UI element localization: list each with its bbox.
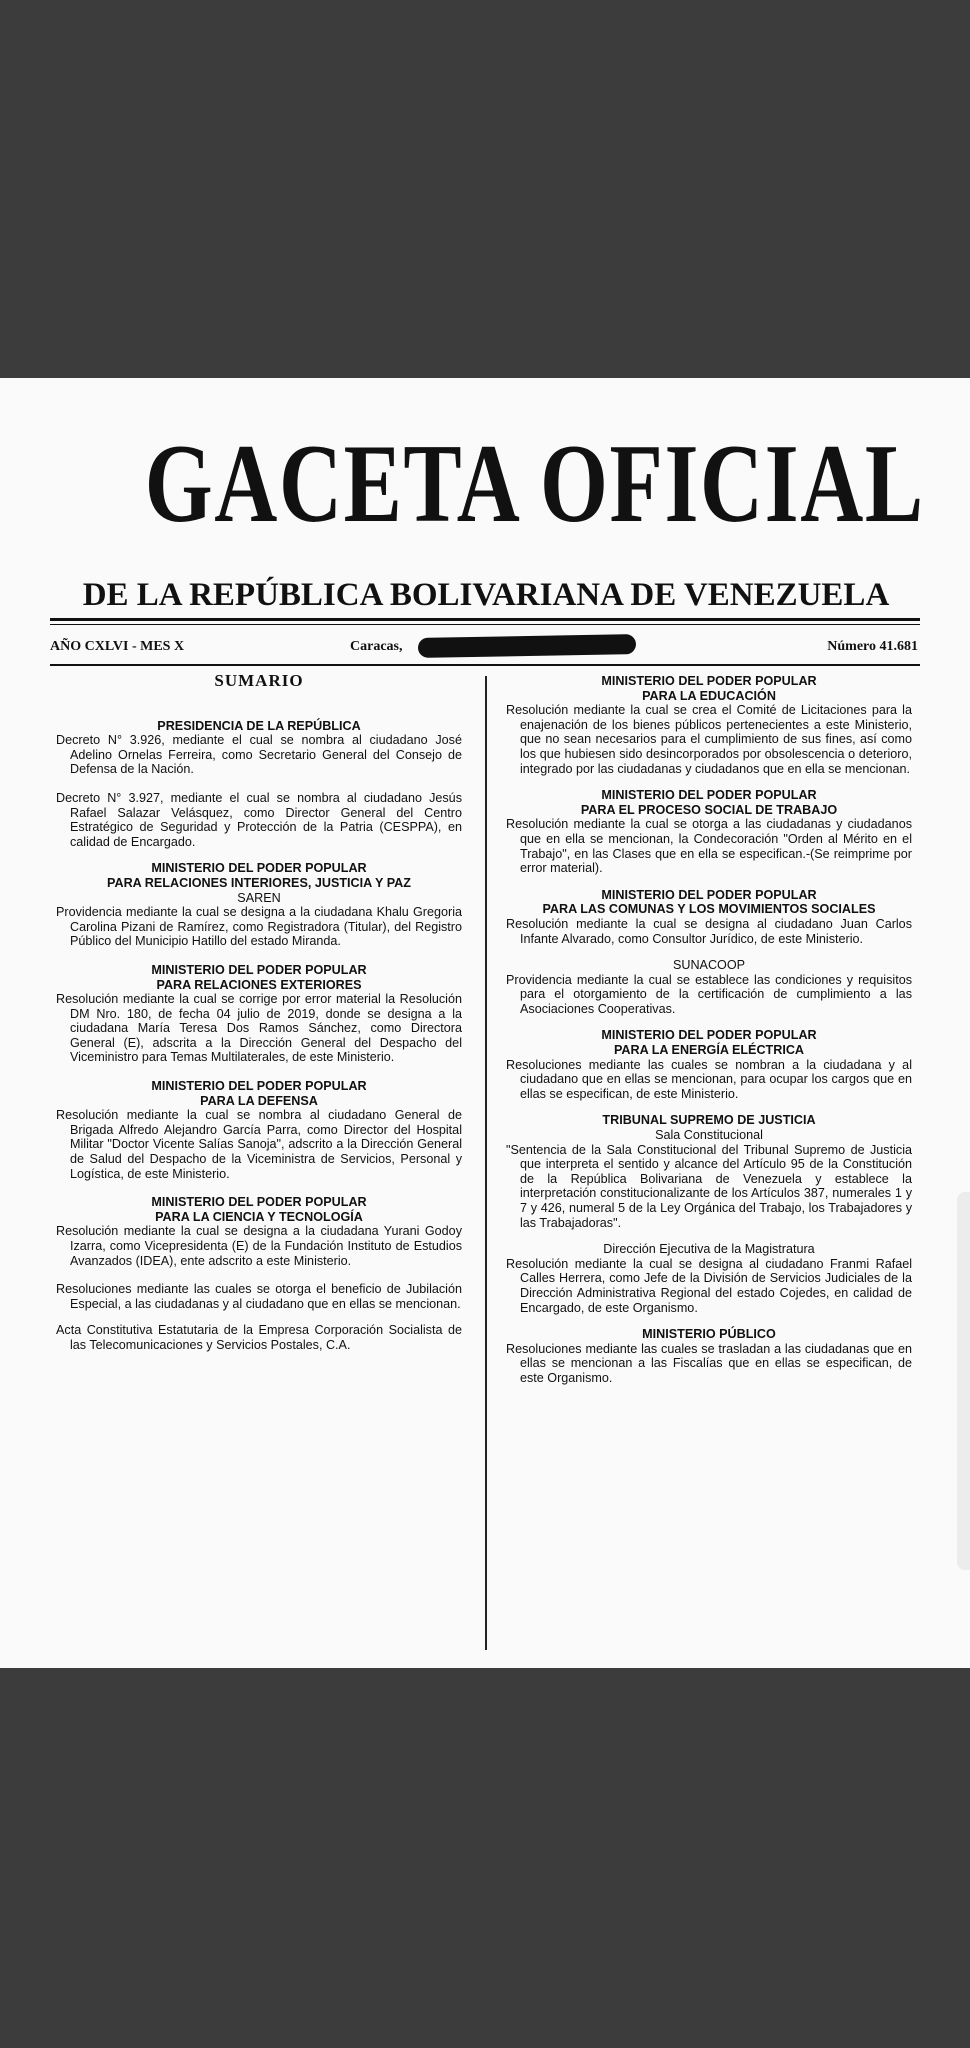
header-rule-thin [50,624,920,625]
issue-number: Número 41.681 [827,639,918,654]
section-presidencia [56,719,462,777]
sumario-heading: SUMARIO [214,671,304,690]
section-subheading: SAREN [237,890,281,905]
section-heading: MINISTERIO DEL PODER POPULAR [151,861,367,876]
issue-year-month: AÑO CXLVI - MES X [50,639,185,654]
summary-entry: Resolución mediante la cual se otorga a las ciudadanas y ciudadanos que en ella se mencionan, la Condecoración "Orden al Mérito en el Trabajo", en las Clases que en ella se especifican.-(Se reimprime por error material). [506,817,912,876]
summary-entry: Resolución mediante la cual se designa al ciudadano Franmi Rafael Calles Herrera, como Jefe de la División de Servicios Judiciales de la Dirección Administrativa Regional del estado Cojedes, en calidad de Encargado, de este Organismo. [506,1256,912,1315]
section-energia [506,1028,912,1101]
section-heading: PARA LA CIENCIA Y TECNOLOGÍA [155,1209,363,1224]
section-heading: MINISTERIO DEL PODER POPULAR [601,1028,817,1043]
column-divider [485,676,487,1650]
section-heading: MINISTERIO DEL PODER POPULAR [601,788,817,803]
gazette-page [0,378,970,1668]
section-subheading: Sala Constitucional [655,1128,763,1143]
section-comunas [506,888,912,946]
section-trabajo [506,788,912,876]
summary-entry: Providencia mediante la cual se establece las condiciones y requisitos para el otorgamiento de la certificación de cumplimiento a las Asociaciones Cooperativas. [506,972,912,1016]
section-heading: MINISTERIO PÚBLICO [642,1327,776,1342]
issue-place: Caracas, [350,639,403,654]
section-heading: PARA LA DEFENSA [200,1093,318,1108]
summary-entry: Resolución mediante la cual se nombra al ciudadano General de Brigada Alfredo Alejandro García Parra, como Director del Hospital Militar "Doctor Vicente Salías Sanoja", adscrito a la Dirección General de Salud del Despacho de la Viceministra de Servicios, Personal y Logística, de este Ministerio. [56,1108,462,1181]
top-dark-margin [0,0,970,378]
masthead-title: GACETA OFICIAL [144,422,925,546]
section-educacion [506,674,912,776]
section-heading: PARA EL PROCESO SOCIAL DE TRABAJO [580,802,838,817]
section-interiores [56,861,462,949]
bottom-dark-margin [0,1668,970,2048]
section-heading: PARA LA ENERGÍA ELÉCTRICA [613,1043,805,1058]
section-heading: PARA RELACIONES EXTERIORES [156,977,362,992]
summary-right-column [506,674,912,1398]
section-heading: PARA RELACIONES INTERIORES, JUSTICIA Y PAZ [107,875,411,890]
section-ciencia [56,1195,462,1268]
section-heading: TRIBUNAL SUPREMO DE JUSTICIA [602,1113,816,1128]
summary-entry: Acta Constitutiva Estatutaria de la Empresa Corporación Socialista de las Telecomunicaciones y Servicios Postales, C.A. [56,1323,462,1352]
summary-entry: Resolución mediante la cual se corrige por error material la Resolución DM Nro. 180, de fecha 04 julio de 2019, donde se designa a la ciudadana María Teresa Dos Ramos Sánchez, como Directora General (E), adscrita a la Dirección General del Despacho del Viceministro para Temas Multilaterales, de este Ministerio. [56,992,462,1065]
section-tsj [506,1113,912,1230]
section-heading: MINISTERIO DEL PODER POPULAR [151,962,367,977]
section-exteriores [56,963,462,1065]
summary-entry: Resolución mediante la cual se designa al ciudadano Juan Carlos Infante Alvarado, como Consultor Jurídico, de este Ministerio. [506,916,912,946]
header-rule-top [50,618,920,621]
redacted-date-mark [418,634,636,658]
section-heading: PARA LA EDUCACIÓN [642,688,776,703]
summary-entry: Resoluciones mediante las cuales se nombran a la ciudadana y al ciudadano que en ellas se mencionan, para ocupar los cargos que en ellas se especifican, de este Ministerio. [506,1057,912,1101]
section-heading: MINISTERIO DEL PODER POPULAR [601,674,817,688]
summary-left-column [56,671,462,1365]
section-subheading: Dirección Ejecutiva de la Magistratura [603,1242,815,1257]
section-heading: MINISTERIO DEL PODER POPULAR [151,1079,367,1094]
section-defensa [56,1079,462,1181]
section-ministerio-publico [506,1327,912,1385]
section-heading: PRESIDENCIA DE LA REPÚBLICA [157,718,361,733]
scroll-edge-handle[interactable] [957,1192,970,1570]
summary-entry: Resoluciones mediante las cuales se trasladan a las ciudadanas que en ellas se mencionan a las Fiscalías que en ellas se especifican, de este Organismo. [506,1341,912,1385]
summary-entry: Resoluciones mediante las cuales se otorga el beneficio de Jubilación Especial, a las ciudadanas y al ciudadano que en ellas se mencionan. [56,1282,462,1311]
section-magistratura [506,1242,912,1315]
summary-entry: Resolución mediante la cual se designa a la ciudadana Yurani Godoy Izarra, como Vicepresidenta (E) de la Fundación Instituto de Estudios Avanzados (IDEA), ente adscrito a este Ministerio. [56,1224,462,1268]
summary-entry: "Sentencia de la Sala Constitucional del Tribunal Supremo de Justicia que interpreta el sentido y alcance del Artículo 95 de la Constitución de la República Bolivariana de Venezuela y establece la interpretación constitucionalizante de los Artículos 387, numerales 1 y 7 y 426, numeral 5 de la Ley Orgánica del Trabajo, los Trabajadores y las Trabajadoras". [506,1142,912,1230]
section-sunacoop [506,958,912,1016]
summary-entry: Decreto N° 3.927, mediante el cual se nombra al ciudadano Jesús Rafael Salazar Velásquez, como Director General del Centro Estratégico de Seguridad y Protección de la Patria (CESPPA), en calidad de Encargado. [56,790,462,849]
summary-entry: Decreto N° 3.926, mediante el cual se nombra al ciudadano José Adelino Ornelas Ferreira, como Secretario General del Consejo de Defensa de la Nación. [56,733,462,777]
section-heading: MINISTERIO DEL PODER POPULAR [601,887,817,902]
summary-entry: Resolución mediante la cual se crea el Comité de Licitaciones para la enajenación de los bienes públicos pertenecientes a este Ministerio, que no sean necesarios para el cumplimiento de sus fines, así como los que hubiesen sido desincorporados por obsolescencia o deterioro, integrado por las ciudadanas y ciudadanos que en ella se mencionan. [506,703,912,776]
masthead-subtitle: DE LA REPÚBLICA BOLIVARIANA DE VENEZUELA [82,577,890,613]
section-subheading: SUNACOOP [672,958,746,973]
section-heading: PARA LAS COMUNAS Y LOS MOVIMIENTOS SOCIALES [542,902,876,917]
summary-entry: Providencia mediante la cual se designa a la ciudadana Khalu Gregoria Carolina Pizani de Ramírez, como Registradora (Titular), del Registro Público del Municipio Hatillo del estado Miranda. [56,905,462,949]
header-rule-bottom [50,664,920,666]
section-heading: MINISTERIO DEL PODER POPULAR [151,1195,367,1210]
